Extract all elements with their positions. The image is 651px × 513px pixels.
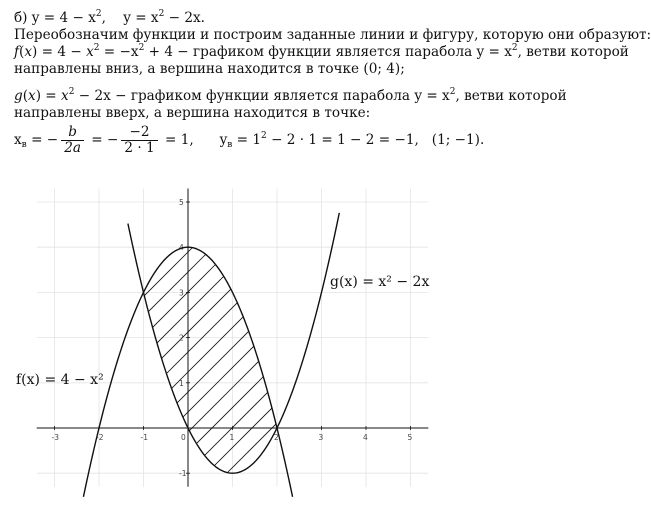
f-label: f(x) = 4 − x² [16,372,104,388]
x-tick-label: -3 [51,433,59,442]
hatch-line [440,200,651,513]
x-tick-label: -2 [96,433,104,442]
x-tick-label: 0 [181,433,186,442]
hatch-line [480,200,651,513]
hatch-line [500,200,651,513]
x-tick-label: 4 [363,433,368,442]
task-line: б) $y = 4 - x^2$, $y = x^2 - 2x$. [14,9,205,26]
hatch-line [420,200,651,513]
y-tick-label: 5 [179,198,184,207]
y-tick-label: 3 [179,288,184,298]
f-description-line: $f(x) = 4 - x^2 = -x^2 + 4$ − графиком функции является парабола $y = x^2$, ветви которой [14,43,629,60]
x-tick-label: 2 [274,433,279,442]
y-tick-label: 4 [179,243,184,253]
vertex-formula-line: $x_в$ = − $\frac{b}{2a}$ = − $\frac{-2}{2 \cdot 1}$ = 1, $y_в = 1^2 - 2 \cdot 1 = 1 - 2 = -1$, (1; −1). [14,124,485,156]
y-tick-label: 1 [179,378,184,388]
f-description-line-2: направлены вниз, а вершина находится в точке (0; 4); [14,61,405,77]
hatch-line [400,200,651,513]
x-tick-label: 5 [407,433,413,442]
intro-line: Переобозначим функции и построим заданные линии и фигуру, которую они образуют: [14,27,651,43]
hatch-line [460,200,651,513]
g-label: g(x) = x² − 2x [330,274,430,290]
g-description-line-2: направлены вверх, а вершина находится в точке: [14,105,371,121]
y-tick-label: 2 [179,333,184,343]
x-tick-label: 1 [229,433,235,442]
y-tick-label: -1 [179,469,187,479]
x-tick-label: -1 [140,433,148,442]
g-description-line: $g(x) = x^2 - 2x$ − графиком функции является парабола $y = x^2$, ветви которой [14,87,567,104]
x-tick-label: 3 [318,433,324,442]
axis-ticks [52,198,413,478]
